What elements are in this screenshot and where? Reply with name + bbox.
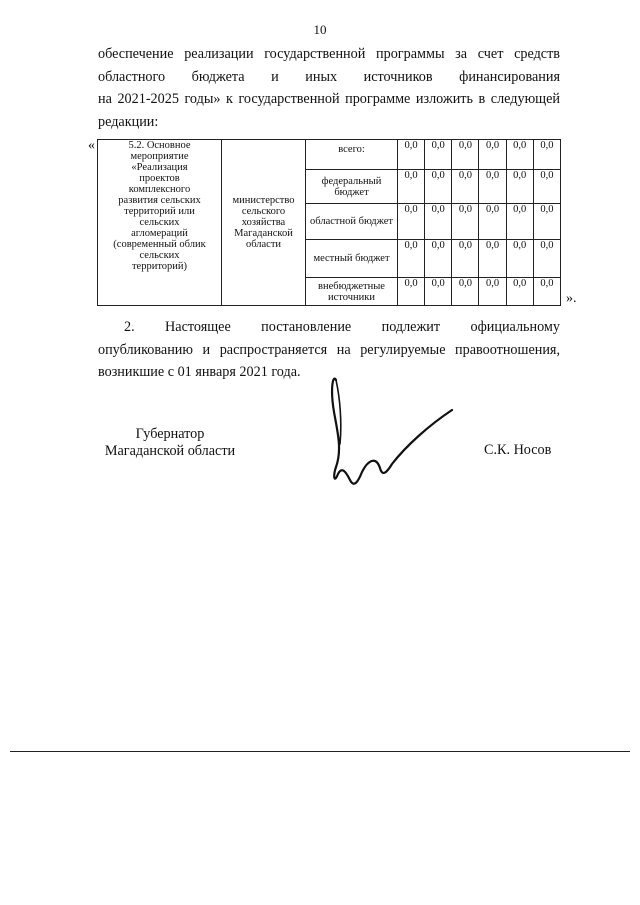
value-cell: 0,0: [398, 278, 425, 306]
value-cell: 0,0: [479, 240, 506, 278]
value-cell: 0,0: [506, 204, 533, 240]
executor-line: хозяйства: [241, 217, 286, 228]
value-cell: 0,0: [452, 170, 479, 204]
event-line: мероприятие: [130, 151, 189, 162]
table-row: [98, 140, 561, 170]
event-line: «Реализация: [131, 162, 188, 173]
funding-source-cell: областной бюджет: [306, 204, 398, 240]
intro-line-3: на 2021-2025 годы» к государственной программе изложить в следующей: [98, 91, 560, 107]
intro-line-1: обеспечение реализации государственной программы за счет средств: [98, 46, 560, 62]
page-number: 10: [313, 22, 327, 37]
value-cell: 0,0: [452, 204, 479, 240]
value-cell: 0,0: [452, 278, 479, 306]
value-cell: 0,0: [533, 204, 560, 240]
event-line: территорий или: [124, 206, 195, 217]
value-cell: 0,0: [452, 140, 479, 170]
value-cell: 0,0: [425, 278, 452, 306]
value-cell: 0,0: [506, 170, 533, 204]
value-cell: 0,0: [479, 204, 506, 240]
closing-quote-mark: ».: [566, 291, 577, 306]
footer-divider-line: [10, 751, 630, 752]
executor-cell: [222, 140, 306, 306]
executor-line: области: [245, 239, 282, 250]
value-cell: 0,0: [479, 170, 506, 204]
value-cell: 0,0: [506, 240, 533, 278]
intro-line-2: областного бюджета и иных источников финансирования: [98, 68, 560, 85]
program-funding-table: [97, 139, 561, 306]
event-line: территорий): [131, 261, 188, 272]
value-cell: 0,0: [479, 278, 506, 306]
value-cell: 0,0: [533, 140, 560, 170]
clause-2-line-2: опубликованию и распространяется на регулируемые правоотношения,: [98, 341, 560, 358]
value-cell: 0,0: [506, 278, 533, 306]
event-line: проектов: [139, 173, 180, 184]
value-cell: 0,0: [398, 204, 425, 240]
event-line: комплексного: [128, 184, 191, 195]
value-cell: 0,0: [425, 140, 452, 170]
event-line: (современный облик: [113, 239, 206, 250]
value-cell: 0,0: [398, 140, 425, 170]
value-cell: 0,0: [398, 170, 425, 204]
event-line: 5.2. Основное: [128, 140, 191, 151]
signatory-position-line: Магаданской области: [104, 443, 236, 459]
funding-source-cell: федеральный бюджет: [306, 170, 398, 204]
event-line: агломераций: [131, 228, 188, 239]
value-cell: 0,0: [452, 240, 479, 278]
intro-paragraph: [98, 43, 560, 133]
clause-2-line-3: возникшие с 01 января 2021 года.: [98, 364, 301, 380]
value-cell: 0,0: [506, 140, 533, 170]
value-cell: 0,0: [533, 278, 560, 306]
executor-line: министерство: [232, 195, 295, 206]
event-line: сельских: [139, 250, 180, 261]
event-line: развития сельских: [118, 195, 201, 206]
funding-source-cell: внебюджетные источники: [306, 278, 398, 306]
handwritten-signature: [320, 372, 490, 497]
clause-2-line-1: 2. Настоящее постановление подлежит официальному: [124, 319, 560, 335]
signatory-position-line: Губернатор: [135, 426, 205, 442]
funding-source-cell: всего:: [306, 140, 398, 170]
value-cell: 0,0: [425, 240, 452, 278]
intro-line-4: редакции:: [98, 113, 159, 130]
value-cell: 0,0: [479, 140, 506, 170]
funding-source-cell: местный бюджет: [306, 240, 398, 278]
value-cell: 0,0: [425, 204, 452, 240]
value-cell: 0,0: [398, 240, 425, 278]
event-line: сельских: [139, 217, 180, 228]
value-cell: 0,0: [533, 170, 560, 204]
opening-quote-mark: «: [88, 138, 95, 153]
value-cell: 0,0: [425, 170, 452, 204]
executor-line: сельского: [241, 206, 286, 217]
value-cell: 0,0: [533, 240, 560, 278]
signatory-name: С.К. Носов: [484, 442, 552, 458]
signatory-position: [95, 426, 245, 460]
event-name-cell: [98, 140, 222, 306]
executor-line: Магаданской: [234, 228, 293, 239]
